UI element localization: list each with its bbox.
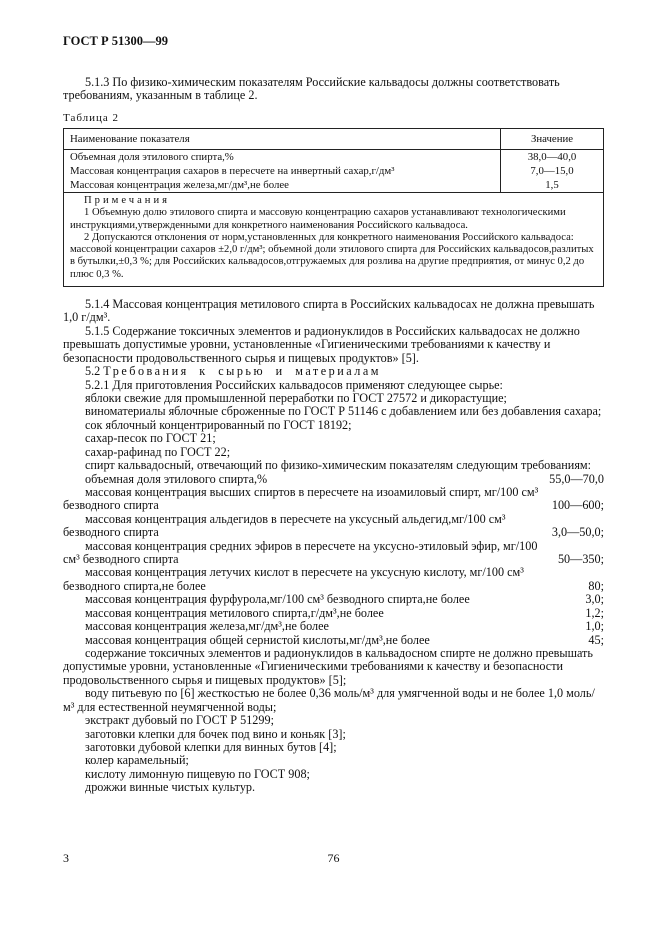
spec-value: 1,0; xyxy=(585,619,604,634)
raw-material-item: дрожжи винные чистых культур. xyxy=(85,780,256,795)
table-cell-value: 1,5 xyxy=(545,178,559,191)
table-cell-name: Объемная доля этилового спирта,% xyxy=(64,149,501,164)
table-cell-name: Массовая концентрация сахаров в пересчете на инвертный сахар,г/дм³ xyxy=(64,164,501,178)
spec-text: массовая концентрация железа,мг/дм³,не более xyxy=(85,619,329,634)
note-2: 2 Допускаются отклонения от норм,установленных для конкретного наименования Российского кальвадоса: массовой концентрации сахаров ±2,0 г/дм³; объемной доли этилового спирта для Российских кальвадосов,разлитых в бутылки,±0,3 %; для Российских кальвадосов,отгружаемых для розлива на другие предприятия, от минус 0,2 до плюс 0,3 %. xyxy=(70,231,594,280)
raw-material-item: заготовки дубовой клепки для винных бутов [4]; xyxy=(85,739,337,754)
spec-value: 55,0—70,0 xyxy=(549,471,604,486)
spirit-spec-line xyxy=(63,486,604,513)
doc-number: ГОСТ Р 51300—99 xyxy=(63,34,169,48)
table-notes-cell xyxy=(64,192,604,286)
paragraph-5-1-5: 5.1.5 Содержание токсичных элементов и радионуклидов в Российских кальвадосах не должно превышать допустимые уровни, установленные «Гигиеническими требованиями к качеству и безопасности продовольственного сырья и пищевых продуктов» [5]. xyxy=(63,323,580,365)
raw-material-item: экстракт дубовый по ГОСТ Р 51299; xyxy=(85,713,274,728)
table-row xyxy=(64,149,604,164)
spec-value: 3,0; xyxy=(585,592,604,607)
raw-material-item: заготовки клепки для бочек под вино и коньяк [3]; xyxy=(85,726,346,741)
raw-material-item: сахар-рафинад по ГОСТ 22; xyxy=(85,444,231,459)
spirit-spec-line xyxy=(63,593,604,606)
spec-text: объемная доля этилового спирта,% xyxy=(85,471,268,486)
spec-text: массовая концентрация средних эфиров в пересчете на уксусно-этиловый эфир, мг/100 см³ безводного спирта xyxy=(63,538,538,567)
paragraph-5-2-1: 5.2.1 Для приготовления Российских кальвадосов применяют следующее сырье: xyxy=(85,377,503,392)
raw-material-item: колер карамельный; xyxy=(85,753,189,768)
raw-material-item: виноматериалы яблочные сброженные по ГОСТ Р 51146 с добавлением или без добавления сахара; xyxy=(85,404,602,419)
raw-material-item: яблоки свежие для промышленной переработки по ГОСТ 27572 и дикорастущие; xyxy=(85,390,507,405)
note-1: 1 Объемную долю этилового спирта и массовую концентрацию сахаров устанавливают технологическими инструкциями,утвержденными для конкретного наименования Российского кальвадоса. xyxy=(70,207,566,231)
heading-5-2-title: Требования к сырью и материалам xyxy=(103,364,381,379)
spirit-spec-line xyxy=(63,620,604,633)
table-cell-name: Массовая концентрация железа,мг/дм³,не более xyxy=(64,178,501,193)
raw-material-item: спирт кальвадосный, отвечающий по физико-химическим показателям следующим требованиям: xyxy=(85,458,592,473)
spec-value: 45; xyxy=(588,632,604,647)
table-cell-value: 7,0—15,0 xyxy=(530,164,574,177)
spirit-spec-line xyxy=(63,607,604,620)
page-number-center: 76 xyxy=(327,851,340,865)
table-caption: Таблица 2 xyxy=(63,111,120,124)
table-row xyxy=(64,164,604,178)
table-row xyxy=(64,178,604,193)
spirit-spec-line xyxy=(63,634,604,647)
table-2 xyxy=(63,128,604,287)
heading-5-2-number: 5.2 xyxy=(85,364,101,379)
table-header-row xyxy=(64,128,604,149)
spec-text: массовая концентрация высших спиртов в пересчете на изоамиловый спирт, мг/100 см³ безводного спирта xyxy=(63,484,539,513)
spec-value: 80; xyxy=(588,578,604,593)
paragraph-5-1-4: 5.1.4 Массовая концентрация метилового спирта в Российских кальвадосах не должна превышать 1,0 г/дм³. xyxy=(63,297,595,325)
raw-material-item: сахар-песок по ГОСТ 21; xyxy=(85,431,216,446)
spec-value: 3,0—50,0; xyxy=(551,525,604,540)
heading-5-2 xyxy=(63,365,604,378)
spec-value: 1,2; xyxy=(585,605,604,620)
spirit-spec-line xyxy=(63,513,604,540)
raw-material-item: содержание токсичных элементов и радионуклидов в кальвадосном спирте не должно превышать допустимые уровни, установленные «Гигиеническими требованиями к качеству и безопасности продовольственного сырья и пищевых продуктов» [5]; xyxy=(63,646,593,687)
spirit-spec-line xyxy=(63,566,604,593)
spirit-spec-line xyxy=(63,540,604,567)
spec-text: массовая концентрация общей сернистой кислоты,мг/дм³,не более xyxy=(85,632,430,647)
notes-title: Примечания xyxy=(84,194,170,206)
raw-material-item: сок яблочный концентрированный по ГОСТ 18192; xyxy=(85,417,352,432)
spec-value: 50—350; xyxy=(557,552,604,567)
raw-material-item: воду питьевую по [6] жесткостью не более 0,36 моль/м³ для умягченной воды и не более 1,0 моль/м³ для естественной неумягченной воды; xyxy=(63,686,595,714)
raw-material-item: кислоту лимонную пищевую по ГОСТ 908; xyxy=(85,766,310,781)
spec-text: массовая концентрация фурфурола,мг/100 см³ безводного спирта,не более xyxy=(85,592,470,607)
table-col-header-value: Значение xyxy=(501,128,604,149)
spec-text: массовая концентрация альдегидов в пересчете на уксусный альдегид,мг/100 см³ безводного спирта xyxy=(63,511,506,540)
table-cell-value: 38,0—40,0 xyxy=(527,150,577,163)
spec-text: массовая концентрация метилового спирта,г/дм³,не более xyxy=(85,605,384,620)
spec-value: 100—600; xyxy=(551,498,604,513)
spirit-spec-line xyxy=(63,473,604,486)
spec-text: массовая концентрация летучих кислот в пересчете на уксусную кислоту, мг/100 см³ безводного спирта,не более xyxy=(63,565,524,593)
page-number-left: 3 xyxy=(63,851,69,865)
table-notes-row xyxy=(64,192,604,286)
paragraph-5-1-3: 5.1.3 По физико-химическим показателям Российские кальвадосы должны соответствовать требованиям, указанным в таблице 2. xyxy=(63,75,560,103)
table-col-header-name: Наименование показателя xyxy=(64,128,501,149)
